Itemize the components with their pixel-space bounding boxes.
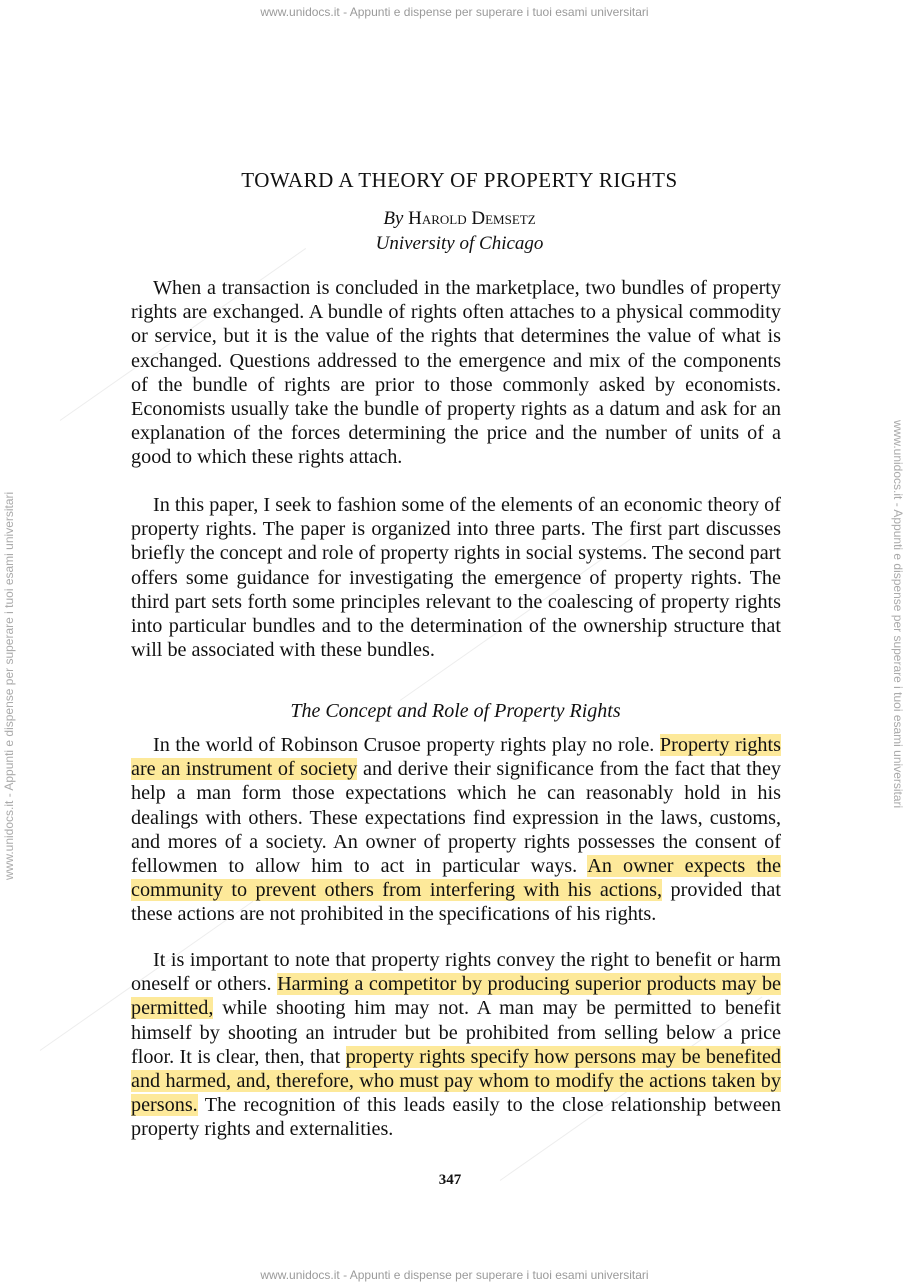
p4-text-a: It is important to note that property rights convey the right to benefit or harm oneself or others. [131,949,781,996]
p4-text-b: while shooting him may not. A man may be permitted to benefit himself by shooting an intruder but be prohibited from selling below a price floor. It is clear, then, that [131,997,781,1068]
paragraph-1-text: When a transaction is concluded in the marketplace, two bundles of property rights are exchanged. A bundle of rights often attaches to a physical commodity or service, but it is the value of the rights that determines the value of what is exchanged. Questions addressed to the emergence and mix of the components of the bundle of rights are prior to those commonly asked by economists. Economists usually take the bundle of property rights as a datum and ask for an explanation of the forces determining the price and the number of units of a good to which these rights attach. [131,277,781,469]
watermark-left-side: www.unidocs.it - Appunti e dispense per superare i tuoi esami universitari [2,491,16,880]
author-name: Harold Demsetz [408,208,536,229]
watermark-right-side: www.unidocs.it - Appunti e dispense per superare i tuoi esami universitari [891,420,905,809]
paragraph-4 [131,948,781,1142]
author-affiliation: University of Chicago [375,233,544,254]
paragraph-2 [131,493,781,662]
p3-highlight-2: An owner expects the community to prevent others from interfering with his actions, [131,855,781,902]
paragraph-4-text [131,948,781,1142]
watermark-footer: www.unidocs.it - Appunti e dispense per superare i tuoi esami universitari [260,1268,649,1282]
p3-text-a: In the world of Robinson Crusoe property rights play no role. [153,734,655,756]
page-number: 347 [438,1172,462,1188]
paragraph-3 [131,733,781,927]
section-heading: The Concept and Role of Property Rights [290,700,621,722]
watermark-header: www.unidocs.it - Appunti e dispense per superare i tuoi esami universitari [260,5,649,19]
p3-text-c: provided that these actions are not prohibited in the specifications of his rights. [131,879,781,926]
paragraph-3-text [131,733,781,927]
article-title: TOWARD A THEORY OF PROPERTY RIGHTS [241,168,678,192]
p3-text-b: and derive their significance from the fact that they help a man form those expectations which he can reasonably hold in his dealings with others. These expectations find expression in the laws, customs, and mores of a society. An owner of property rights possesses the consent of fellowmen to allow him to act in particular ways. [131,758,782,878]
byline-by: By [383,208,404,229]
p4-text-c: The recognition of this leads easily to the close relationship between property rights and externalities. [131,1094,781,1141]
paragraph-1 [131,276,781,470]
p3-highlight-1: Property rights are an instrument of society [131,734,781,781]
byline [0,208,909,230]
paragraph-2-text: In this paper, I seek to fashion some of the elements of an economic theory of property rights. The paper is organized into three parts. The first part discusses briefly the concept and role of property rights in social systems. The second part offers some guidance for investigating the emergence of property rights. The third part sets forth some principles relevant to the coalescing of property rights into particular bundles and to the determination of the ownership structure that will be associated with these bundles. [131,494,781,662]
p4-highlight-1: Harming a competitor by producing superior products may be permitted, [131,973,782,1020]
p4-highlight-2: property rights specify how persons may be benefited and harmed, and, therefore, who must pay whom to modify the actions taken by persons. [131,1045,781,1117]
